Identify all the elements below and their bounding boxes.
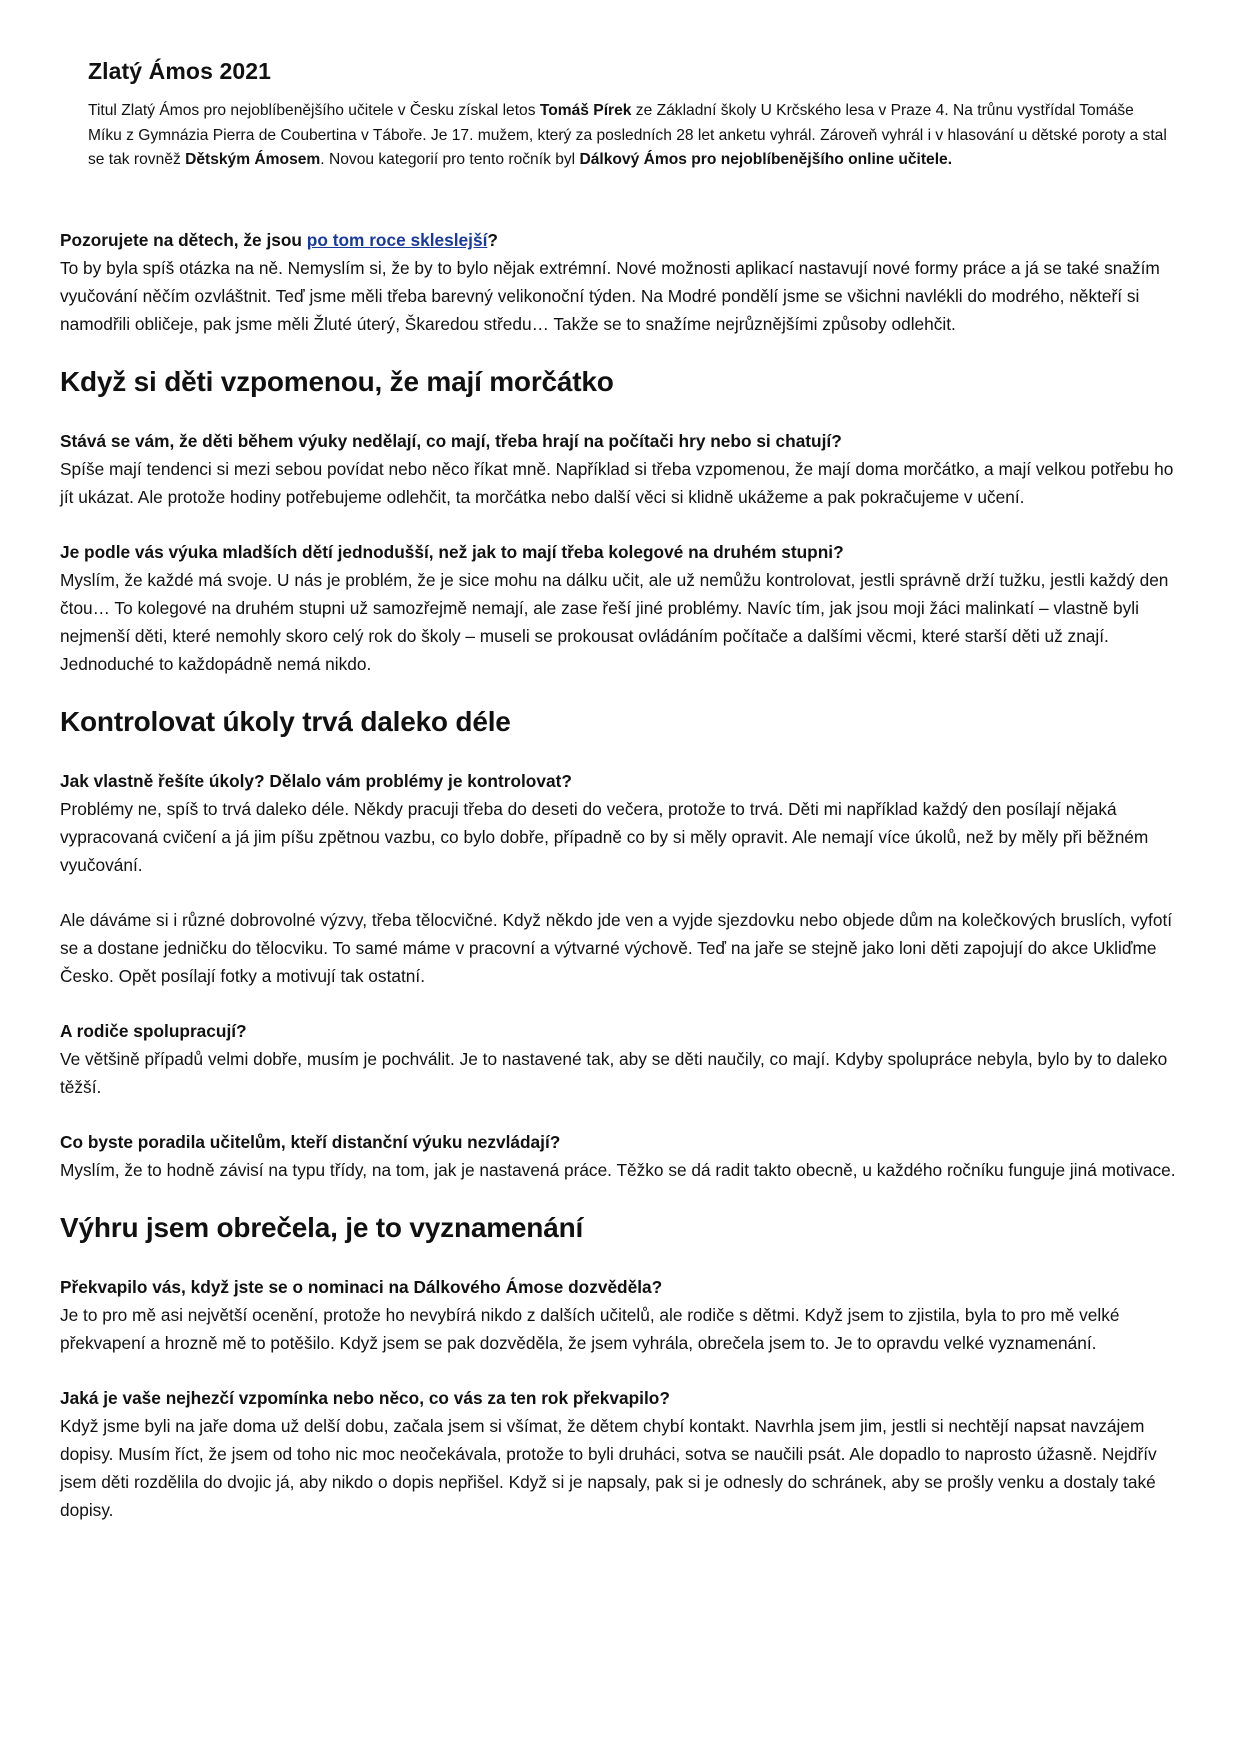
qa-item (60, 1128, 1180, 1184)
answer: Je to pro mě asi největší ocenění, protože ho nevybírá nikdo z dalších učitelů, ale rodiče s dětmi. Když jsem to zjistila, byla to pro mě velké překvapení a hrozně mě to potěšilo. Když jsem se pak dozvěděla, že jsem vyhrála, obrečela jsem to. Je to opravdu velké vyznamenání. (60, 1305, 1120, 1353)
question: Co byste poradila učitelům, kteří distanční výuku nezvládají? (60, 1132, 561, 1152)
question (60, 226, 1180, 254)
qa-item (60, 538, 1180, 678)
question: Jaká je vaše nejhezčí vzpomínka nebo něco, co vás za ten rok překvapilo? (60, 1388, 670, 1408)
dejected-children-link[interactable]: po tom roce skleslejší (306, 230, 488, 250)
question: Překvapilo vás, když jste se o nominaci na Dálkového Ámose dozvěděla? (60, 1277, 663, 1297)
answer: Myslím, že každé má svoje. U nás je problém, že je sice mohu na dálku učit, ale už nemůžu kontrolovat, jestli správně drží tužku, jestli každý den čtou… To kolegové na druhém stupni už samozřejmě nemají, ale zase řeší jiné problémy. Navíc tím, jak jsou moji žáci malinkatí – vlastně byli nejmenší děti, které nemohly skoro celý rok do školy – museli se prokousat ovládáním počítače a dalšími věcmi, které starší děti už znají. Jednoduché to každopádně nemá nikdo. (60, 570, 1169, 674)
question: Je podle vás výuka mladších dětí jednodušší, než jak to mají třeba kolegové na druhém stupni? (60, 542, 844, 562)
article-body (60, 226, 1180, 1551)
info-box-text (88, 99, 1168, 173)
remote-award-name: Dálkový Ámos pro nejoblíbenějšího online učitele. (579, 151, 953, 168)
answer: Když jsme byli na jaře doma už delší dobu, začala jsem si všímat, že dětem chybí kontakt. Navrhla jsem jim, jestli si nechtějí napsat navzájem dopisy. Musím říct, že jsem od toho nic moc neočekávala, protože to byli druháci, sotva se naučili psát. Ale dopadlo to naprosto úžasně. Nejdřív jsem děti rozdělila do dvojic já, aby nikdo o dopis nepřišel. Když si je napsaly, pak si je odnesly do schránek, aby se prošly venku a dostaly také dopisy. (60, 1416, 1157, 1520)
info-text-part: . Novou kategorií pro tento ročník byl (320, 151, 580, 168)
qa-item (60, 1017, 1180, 1101)
answer: Problémy ne, spíš to trvá daleko déle. Někdy pracuji třeba do deseti do večera, protože to trvá. Děti mi například každý den posílají nějaká vypracovaná cvičení a já jim píšu zpětnou vazbu, co bylo dobře, případně co by si měly opravit. Ale nemají více úkolů, než by měly při běžném vyučování. (60, 799, 1149, 875)
child-award-name: Dětským Ámosem (185, 151, 321, 168)
qa-item (60, 767, 1180, 879)
info-box-title: Zlatý Ámos 2021 (88, 58, 272, 84)
section-heading-homework: Kontrolovat úkoly trvá daleko déle (60, 706, 511, 737)
info-text-part: Titul Zlatý Ámos pro nejoblíbenějšího učitele v Česku získal letos (88, 102, 540, 119)
question: Jak vlastně řešíte úkoly? Dělalo vám problémy je kontrolovat? (60, 771, 572, 791)
qa-item (60, 1384, 1180, 1524)
section-heading-victory: Výhru jsem obrečela, je to vyznamenání (60, 1212, 584, 1243)
info-box (88, 58, 1168, 173)
answer: Ve většině případů velmi dobře, musím je pochválit. Je to nastavené tak, aby se děti naučily, co mají. Kdyby spolupráce nebyla, bylo by to daleko těžší. (60, 1049, 1168, 1097)
question-text: Pozorujete na dětech, že jsou (60, 230, 307, 250)
answer: Spíše mají tendenci si mezi sebou povídat nebo něco říkat mně. Například si třeba vzpomenou, že mají doma morčátko, a mají velkou potřebu ho jít ukázat. Ale protože hodiny potřebujeme odlehčit, ta morčátka nebo další věci si klidně ukážeme a pak pokračujeme v učení. (60, 459, 1174, 507)
winner-name: Tomáš Pírek (539, 102, 632, 119)
answer: Myslím, že to hodně závisí na typu třídy, na tom, jak je nastavená práce. Těžko se dá radit takto obecně, u každého ročníku funguje jiná motivace. (60, 1160, 1176, 1180)
answer: To by byla spíš otázka na ně. Nemyslím si, že by to bylo nějak extrémní. Nové možnosti aplikací nastavují nové formy práce a já se také snažím vyučování něčím ozvláštnit. Teď jsme měli třeba barevný velikonoční týden. Na Modré pondělí jsme se všichni navlékli do modrého, někteří si namodřili obličeje, pak jsme měli Žluté úterý, Škaredou středu… Takže se to snažíme nejrůznějšími způsoby odlehčit. (60, 258, 1160, 334)
info-text-part: ze Základní školy U Krčského lesa v Praze 4. Na trůnu vystřídal Tomáše Míku z Gymnázia Pierra de Coubertina v Táboře. Je 17. mužem, který za posledních 28 let anketu vyhrál. Zároveň vyhrál i v hlasování u dětské poroty a stal se tak rovněž (88, 102, 1167, 168)
question-mark: ? (487, 230, 498, 250)
paragraph: Ale dáváme si i různé dobrovolné výzvy, třeba tělocvičné. Když někdo jde ven a vyjde sjezdovku nebo objede dům na kolečkových bruslích, vyfotí se a dostane jedničku do tělocviku. To samé máme v pracovní a výtvarné výchově. Teď na jaře se stejně jako loni děti zapojují do akce Ukliďme Česko. Opět posílají fotky a motivují tak ostatní. (60, 910, 1173, 986)
qa-item (60, 427, 1180, 511)
qa-item (60, 1273, 1180, 1357)
qa-intro (60, 226, 1180, 338)
question: A rodiče spolupracují? (60, 1021, 247, 1041)
section-heading-guinea-pig: Když si děti vzpomenou, že mají morčátko (60, 366, 614, 397)
question: Stává se vám, že děti během výuky nedělají, co mají, třeba hrají na počítači hry nebo si chatují? (60, 431, 842, 451)
